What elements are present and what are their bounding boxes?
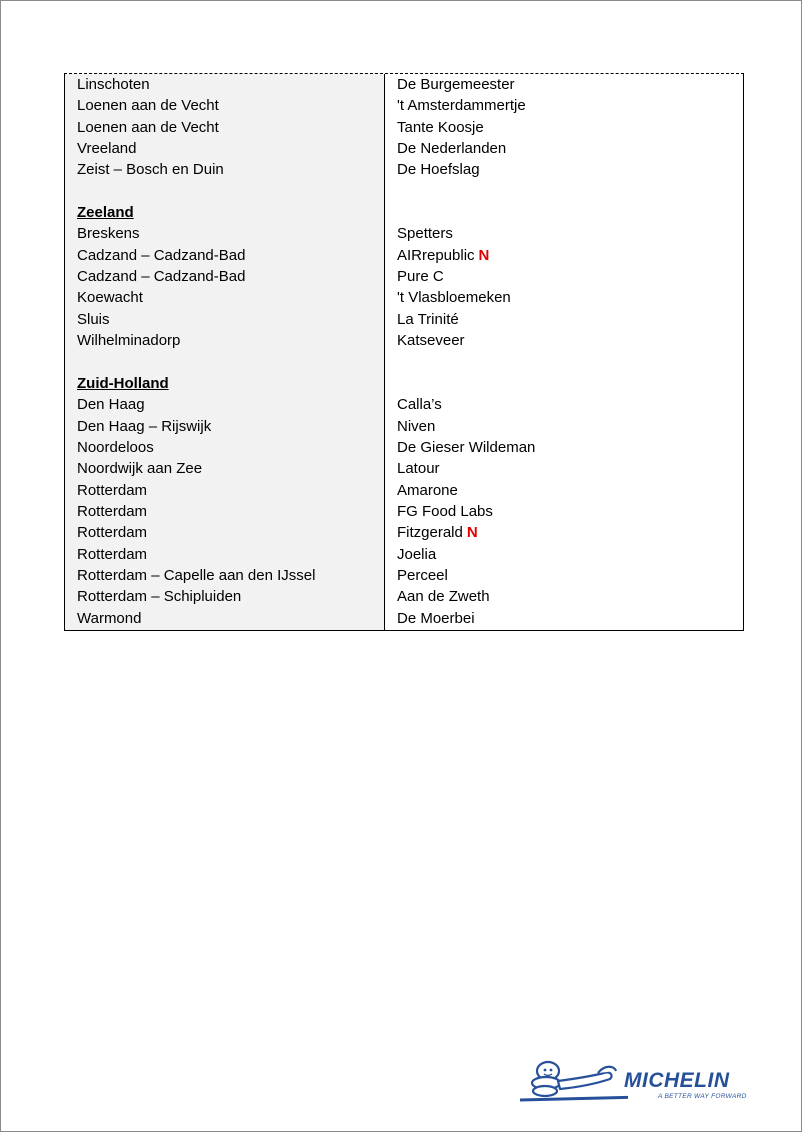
location-cell: Breskens [77, 225, 140, 243]
restaurant-cell [397, 394, 743, 415]
spacer-row [77, 181, 384, 202]
restaurant-list-table [64, 73, 744, 631]
restaurant-cell [397, 223, 743, 244]
location-cell: Rotterdam – Schipluiden [77, 588, 242, 606]
restaurant-name: De Hoefslag [397, 161, 480, 179]
restaurant-cell [397, 74, 743, 95]
location-cell: Zeist – Bosch en Duin [77, 161, 224, 179]
location-cell: Wilhelminadorp [77, 332, 181, 350]
region-heading-blank [397, 373, 743, 394]
restaurant-cell [397, 437, 743, 458]
restaurant-name: Calla’s [397, 396, 442, 414]
restaurant-name: FG Food Labs [397, 502, 493, 520]
restaurant-name: De Gieser Wildeman [397, 438, 536, 456]
restaurant-name: 't Vlasbloemeken [397, 289, 511, 307]
new-badge: N [478, 246, 490, 264]
restaurant-cell [397, 287, 743, 308]
restaurant-cell [397, 480, 743, 501]
location-cell: Sluis [77, 310, 110, 328]
location-cell: Cadzand – Cadzand-Bad [77, 246, 246, 264]
restaurant-name: Katseveer [397, 332, 465, 350]
restaurant-name: 't Amsterdammertje [397, 97, 526, 115]
restaurant-cell [397, 159, 743, 180]
restaurant-name: AIRrepublic [397, 246, 475, 264]
restaurant-name: Spetters [397, 225, 453, 243]
restaurant-name: De Nederlanden [397, 140, 507, 158]
restaurant-cell [397, 544, 743, 565]
restaurant-cell [397, 309, 743, 330]
location-cell: Loenen aan de Vecht [77, 118, 219, 136]
restaurant-name: Perceel [397, 566, 448, 584]
restaurant-cell [397, 117, 743, 138]
restaurant-name: Amarone [397, 481, 458, 499]
location-cell: Rotterdam [77, 524, 148, 542]
michelin-tagline: A BETTER WAY FORWARD [658, 1093, 747, 1100]
restaurant-name: Latour [397, 460, 440, 478]
restaurant-cell [397, 565, 743, 586]
location-cell: Rotterdam [77, 545, 148, 563]
restaurant-cell [397, 330, 743, 351]
location-cell: Linschoten [77, 76, 150, 93]
location-cell: Rotterdam [77, 481, 148, 499]
restaurant-cell [397, 586, 743, 607]
location-cell: Noordwijk aan Zee [77, 460, 203, 478]
location-cell: Noordeloos [77, 438, 154, 456]
location-cell: Warmond [77, 609, 142, 627]
restaurant-cell [397, 95, 743, 116]
spacer-row [397, 181, 743, 202]
restaurant-column [385, 74, 743, 630]
restaurant-name: La Trinité [397, 310, 459, 328]
restaurant-name: De Moerbei [397, 609, 475, 627]
restaurant-name: Pure C [397, 268, 444, 286]
location-cell: Loenen aan de Vecht [77, 97, 219, 115]
restaurant-name: Joelia [397, 545, 437, 563]
michelin-man-icon [518, 1055, 628, 1107]
restaurant-cell [397, 266, 743, 287]
region-heading-blank [397, 202, 743, 223]
location-cell: Rotterdam – Capelle aan den IJssel [77, 566, 316, 584]
location-cell: Rotterdam [77, 502, 148, 520]
spacer-row [77, 351, 384, 372]
michelin-wordmark: MICHELIN [624, 1069, 730, 1092]
restaurant-cell [397, 608, 743, 629]
new-badge: N [466, 524, 478, 542]
spacer-row [397, 351, 743, 372]
location-cell: Den Haag – Rijswijk [77, 417, 212, 435]
restaurant-cell [397, 522, 743, 543]
region-heading: Zeeland [77, 204, 134, 222]
region-heading: Zuid-Holland [77, 374, 169, 392]
restaurant-cell [397, 245, 743, 266]
location-cell: Vreeland [77, 140, 137, 158]
restaurant-cell [397, 416, 743, 437]
michelin-logo [518, 1055, 768, 1107]
location-cell: Cadzand – Cadzand-Bad [77, 268, 246, 286]
restaurant-name: Aan de Zweth [397, 588, 490, 606]
restaurant-name: Niven [397, 417, 436, 435]
location-column [65, 74, 385, 630]
location-cell: Koewacht [77, 289, 143, 307]
location-cell: Den Haag [77, 396, 145, 414]
restaurant-cell [397, 138, 743, 159]
restaurant-cell [397, 458, 743, 479]
restaurant-name: De Burgemeester [397, 76, 515, 93]
restaurant-name: Tante Koosje [397, 118, 484, 136]
restaurant-name: Fitzgerald [397, 524, 463, 542]
restaurant-cell [397, 501, 743, 522]
